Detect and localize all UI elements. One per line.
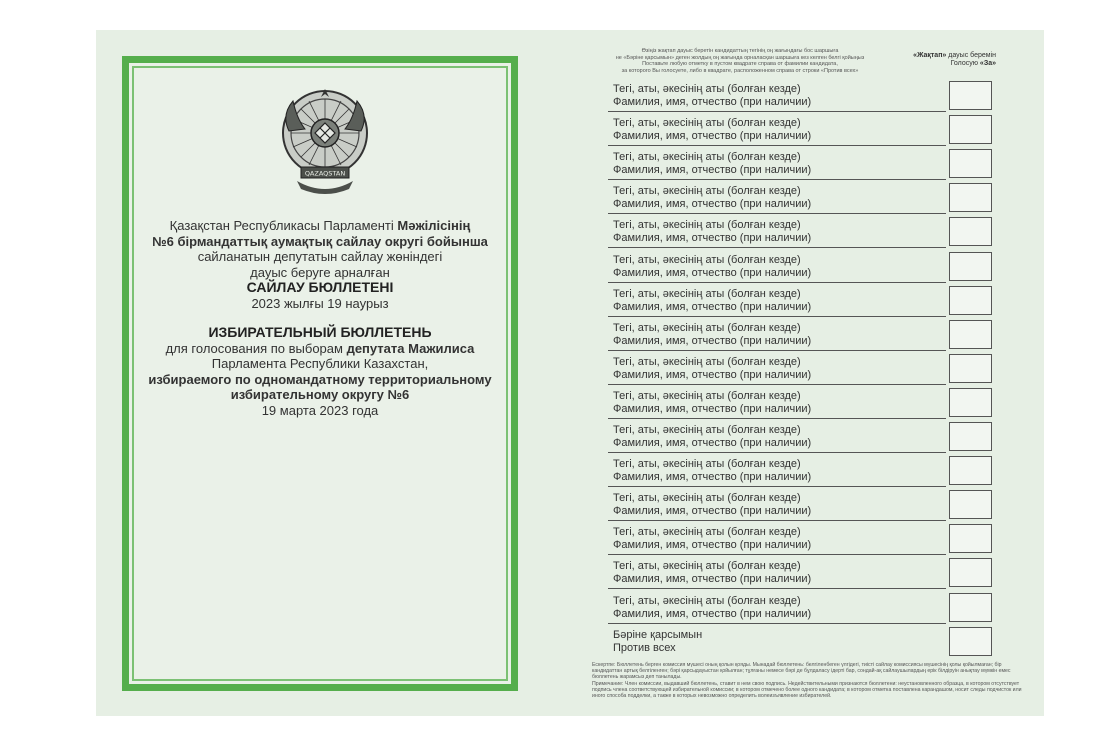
candidate-name-kz: Тегі, аты, әкесінің аты (болған кезде)	[613, 355, 801, 368]
vote-checkbox[interactable]	[949, 217, 992, 246]
instructions-kz-1: Өзіңіз жақтап дауыс беретін кандидаттың тегінің оң жағындағы бос шаршыға	[641, 48, 839, 54]
candidate-name-kz: Тегі, аты, әкесінің аты (болған кезде)	[613, 594, 801, 607]
cover-ru-line1-bold: депутата Мажилиса	[346, 340, 475, 356]
candidate-row	[608, 317, 998, 351]
cover-kz-date: 2023 жылғы 19 наурыз	[251, 295, 389, 311]
candidate-name-ru: Фамилия, имя, отчество (при наличии)	[613, 130, 812, 143]
cover-kz-block	[129, 218, 511, 311]
cover-ru-line3: избираемого по одномандатному территориальному	[148, 371, 492, 387]
vote-checkbox[interactable]	[949, 149, 992, 178]
vote-checkbox[interactable]	[949, 558, 992, 587]
candidate-name-ru: Фамилия, имя, отчество (при наличии)	[613, 368, 812, 381]
vote-checkbox[interactable]	[949, 81, 992, 110]
vote-checkbox[interactable]	[949, 286, 992, 315]
vote-checkbox[interactable]	[949, 490, 992, 519]
candidate-name-ru: Фамилия, имя, отчество (при наличии)	[613, 232, 812, 245]
cover-ru-line4: избирательному округу №6	[230, 387, 410, 402]
vote-checkbox[interactable]	[949, 593, 992, 622]
candidate-name-kz: Тегі, аты, әкесінің аты (болған кезде)	[613, 424, 801, 436]
candidate-row	[608, 453, 998, 487]
against-all-row	[608, 624, 998, 658]
cover-ru-title: ИЗБИРАТЕЛЬНЫЙ БЮЛЛЕТЕНЬ	[208, 324, 432, 340]
vote-header-ru-text: Голосую	[950, 60, 980, 67]
cover-kz-line1	[129, 218, 511, 234]
cover-ru-line1	[129, 341, 511, 357]
candidate-name-kz: Тегі, аты, әкесінің аты (болған кезде)	[613, 526, 801, 539]
candidate-name-kz: Тегі, аты, әкесінің аты (болған кезде)	[613, 151, 801, 164]
candidate-name-ru: Фамилия, имя, отчество (при наличии)	[613, 471, 812, 484]
vote-checkbox[interactable]	[949, 320, 992, 349]
candidate-row	[608, 214, 998, 248]
candidate-name-ru: Фамилия, имя, отчество (при наличии)	[613, 607, 812, 620]
vote-checkbox[interactable]	[949, 115, 992, 144]
candidate-name-ru: Фамилия, имя, отчество (при наличии)	[613, 266, 812, 279]
candidate-row	[608, 112, 998, 146]
vote-checkbox[interactable]	[949, 183, 992, 212]
vote-checkbox[interactable]	[949, 252, 992, 281]
candidate-row	[608, 555, 998, 589]
candidate-name-kz: Тегі, аты, әкесінің аты (болған кезде)	[613, 492, 801, 505]
vote-header-kz	[894, 52, 996, 60]
cover-ru-block	[129, 325, 511, 418]
candidate-name-kz: Тегі, аты, әкесінің аты (болған кезде)	[613, 253, 801, 266]
candidate-name-kz: Тегі, аты, әкесінің аты (болған кезде)	[613, 83, 801, 95]
cover-ru-line1-text: для голосования по выборам	[165, 340, 343, 356]
cover-kz-line3: сайланатын депутатын сайлау жөніндегі	[197, 249, 443, 264]
cover-kz-line1-text: Қазақстан Республикасы Парламенті	[169, 218, 394, 233]
candidate-row	[608, 419, 998, 453]
vote-checkbox[interactable]	[949, 388, 992, 417]
ballot-footnote	[592, 662, 1022, 699]
candidate-name-ru: Фамилия, имя, отчество (при наличии)	[613, 402, 812, 415]
candidate-name-kz: Тегі, аты, әкесінің аты (болған кезде)	[613, 185, 801, 198]
candidate-row	[608, 590, 998, 624]
vote-header-kz-text: дауыс беремін	[946, 52, 996, 59]
candidate-name-kz: Тегі, аты, әкесінің аты (болған кезде)	[613, 117, 801, 130]
candidate-row	[608, 521, 998, 555]
emblem-banner-text: QAZAQSTAN	[304, 169, 346, 178]
vote-checkbox[interactable]	[949, 524, 992, 553]
cover-kz-title: САЙЛАУ БЮЛЛЕТЕНІ	[246, 279, 394, 295]
candidate-name-ru: Фамилия, имя, отчество (при наличии)	[613, 164, 812, 177]
instructions-kz-2: не «Бәріне қарсымын» деген жолдың оң жағында орналасқан шаршыға кез келген белгі қойыңыз	[615, 54, 865, 61]
cover-ru-line2: Парламента Республики Казахстан,	[211, 356, 429, 371]
cover-ru-date: 19 марта 2023 года	[261, 402, 379, 418]
candidate-name-ru: Фамилия, имя, отчество (при наличии)	[613, 300, 812, 313]
candidate-name-kz: Тегі, аты, әкесінің аты (болған кезде)	[613, 287, 801, 300]
candidate-name-ru: Фамилия, имя, отчество (при наличии)	[613, 505, 812, 518]
vote-header-kz-bold: «Жақтап»	[913, 52, 947, 59]
candidate-name-ru: Фамилия, имя, отчество (при наличии)	[613, 96, 812, 108]
candidate-name-kz: Тегі, аты, әкесінің аты (болған кезде)	[613, 560, 801, 573]
against-all-ru: Против всех	[613, 641, 676, 654]
candidate-row	[608, 249, 998, 283]
candidate-name-kz: Тегі, аты, әкесінің аты (болған кезде)	[613, 389, 801, 402]
instructions-ru-1: Поставьте любую отметку в пустом квадрате справа от фамилии кандидата,	[642, 61, 838, 67]
candidate-row	[608, 487, 998, 521]
candidate-row	[608, 385, 998, 419]
candidate-name-ru: Фамилия, имя, отчество (при наличии)	[613, 198, 812, 211]
vote-header-ru-bold: «За»	[979, 60, 996, 67]
footnote-ru: Примечание: Член комиссии, выдавший бюллетень, ставит в нем свою подпись. Недействительными признаются бюллетени: неустановленного образца, в котором отсутствует подпись члена соответствующей избирательной комиссии; в котором отмечено более одного кандидата; в котором отметка поставлена карандашом, носит следы подчисток или иного способа подделки, а также в которых невозможно определить волеизъявление избирателей.	[592, 680, 1022, 700]
cover-kz-line4: дауыс беруге арналған	[250, 264, 390, 280]
instructions-ru-2: за которого Вы голосуете, либо в квадрате, расположенном справа от строки «Против всех»	[621, 67, 859, 74]
against-all-kz: Бәріне қарсымын	[613, 628, 703, 641]
vote-checkbox[interactable]	[949, 422, 992, 451]
vote-column-header	[894, 52, 996, 68]
candidate-row	[608, 351, 998, 385]
state-emblem-icon	[279, 85, 371, 197]
cover-kz-line2: №6 бірмандаттық аумақтық сайлау округі бойынша	[152, 233, 488, 249]
footnote-kz: Ескертпе: Бюллетень берген комиссия мүшесі оның қолын қояды. Мынадай бюллетень: белгіленбеген үлгідегі, тиісті сайлау комиссиясы мүшесінің қолы қойылмаған; бір кандидаттан артық белгіленген; бәрі қарсыдауыстан қойылған; тұлғаны немесе бәрі де бұлдаласу ідерті бар, сондай-ақ сайлаушылардың ерік білдіруін анықтау мүмкін емес бюллетень жарамсыз деп танылады.	[592, 662, 1011, 681]
candidate-row	[608, 180, 998, 214]
candidate-row	[608, 283, 998, 317]
candidate-name-ru: Фамилия, имя, отчество (при наличии)	[613, 573, 812, 586]
candidate-row	[608, 146, 998, 180]
candidate-name-kz: Тегі, аты, әкесінің аты (болған кезде)	[613, 458, 801, 471]
ballot-cover	[122, 56, 518, 691]
against-all-checkbox[interactable]	[949, 627, 992, 656]
ballot-instructions	[590, 48, 890, 74]
candidate-name-kz: Тегі, аты, әкесінің аты (болған кезде)	[613, 219, 801, 232]
candidate-name-ru: Фамилия, имя, отчество (при наличии)	[613, 539, 812, 552]
candidate-row	[608, 78, 998, 112]
vote-header-ru	[894, 60, 996, 68]
candidate-name-ru: Фамилия, имя, отчество (при наличии)	[613, 437, 812, 449]
vote-checkbox[interactable]	[949, 354, 992, 383]
candidate-name-ru: Фамилия, имя, отчество (при наличии)	[613, 334, 812, 347]
candidate-name-kz: Тегі, аты, әкесінің аты (болған кезде)	[613, 321, 801, 334]
cover-kz-line1-bold: Мәжілісінің	[397, 218, 471, 233]
vote-checkbox[interactable]	[949, 456, 992, 485]
